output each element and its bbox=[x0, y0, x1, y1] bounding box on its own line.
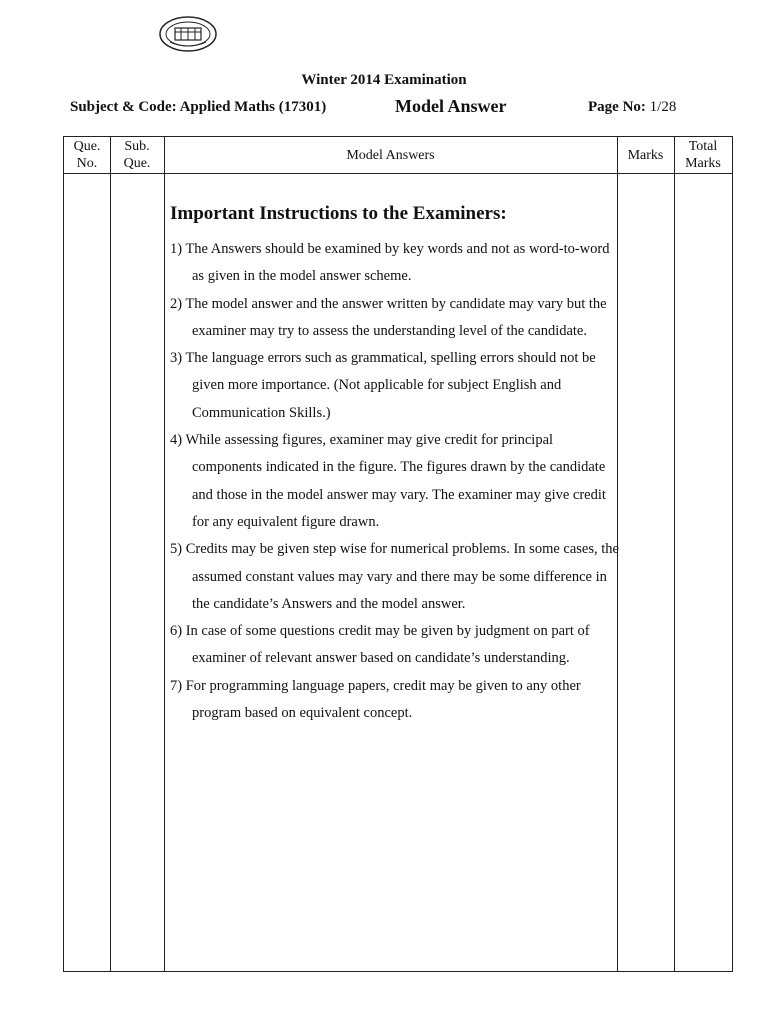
header-total-marks-line1: Total bbox=[688, 139, 718, 154]
instructions-title: Important Instructions to the Examiners: bbox=[170, 203, 507, 224]
header-que-no-line1: Que. bbox=[73, 139, 101, 154]
header-total-marks-line2: Marks bbox=[685, 156, 721, 171]
instruction-item: 7) For programming language papers, credit may be given to any other program based on equivalent concept. bbox=[170, 677, 581, 722]
model-answer-heading: Model Answer bbox=[395, 96, 507, 116]
instruction-item: 5) Credits may be given step wise for numerical problems. In some cases, the assumed constant values may vary and there may be some difference in the candidate’s Answers and the model answer. bbox=[170, 541, 619, 612]
seal-icon bbox=[158, 14, 218, 54]
instruction-item: 3) The language errors such as grammatical, spelling errors should not be given more importance. (Not applicable for subject English and Communication Skills.) bbox=[170, 350, 596, 421]
instruction-item: 1) The Answers should be examined by key words and not as word-to-word as given in the model answer scheme. bbox=[170, 241, 610, 285]
subject-code: Subject & Code: Applied Maths (17301) bbox=[70, 99, 327, 115]
header-marks bbox=[617, 137, 674, 173]
exam-title: Winter 2014 Examination bbox=[301, 72, 467, 88]
header-que-no-line2: No. bbox=[76, 156, 98, 171]
column-divider bbox=[110, 137, 111, 971]
page-number-value: 1/28 bbox=[649, 99, 677, 115]
header-marks-label: Marks bbox=[627, 147, 664, 163]
board-seal-logo bbox=[158, 14, 218, 54]
column-divider bbox=[164, 137, 165, 971]
header-sub-que-line2: Que. bbox=[123, 156, 151, 171]
header-model-answers bbox=[164, 137, 617, 173]
column-divider bbox=[674, 137, 675, 971]
instruction-item: 6) In case of some questions credit may be given by judgment on part of examiner of relevant answer based on candidate’s understanding. bbox=[170, 623, 590, 667]
examiner-instructions bbox=[170, 200, 620, 727]
header-sub-que-line1: Sub. bbox=[124, 139, 150, 154]
instruction-item: 4) While assessing figures, examiner may give credit for principal components indicated in the figure. The figures drawn by the candidate and those in the model answer may vary. The examiner may give credit for any equivalent figure drawn. bbox=[170, 432, 606, 530]
page-number bbox=[588, 99, 676, 116]
header-model-answers-label: Model Answers bbox=[346, 147, 435, 163]
instruction-item: 2) The model answer and the answer written by candidate may vary but the examiner may try to assess the understanding level of the candidate. bbox=[170, 295, 607, 339]
header-divider bbox=[64, 173, 732, 174]
header-que-no bbox=[64, 137, 110, 173]
instructions-list bbox=[170, 236, 620, 727]
header-total-marks bbox=[674, 137, 732, 173]
page-number-label: Page No: bbox=[588, 99, 646, 115]
header-sub-que bbox=[110, 137, 164, 173]
